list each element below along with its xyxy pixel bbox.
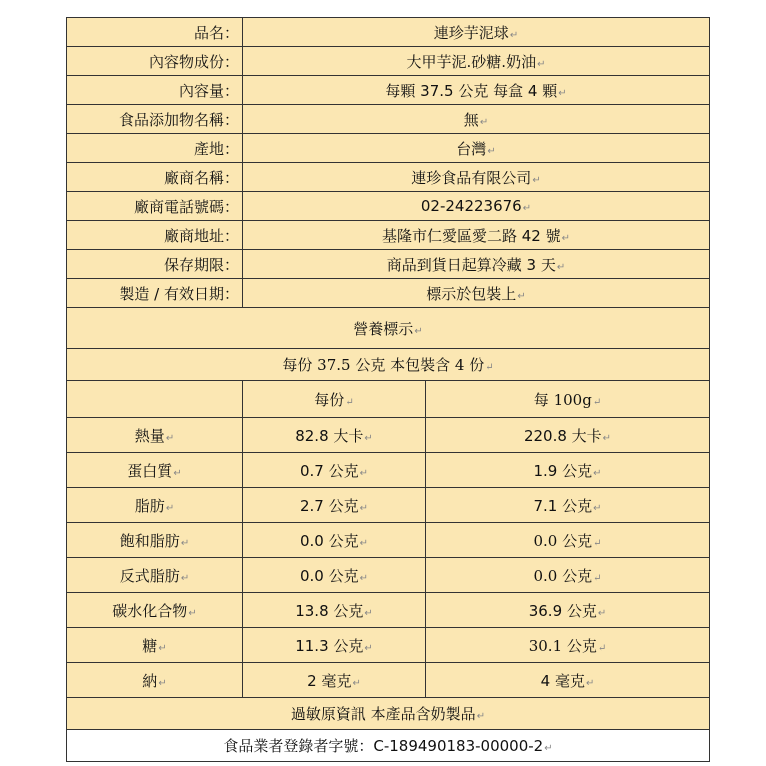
info-key: 產地： — [67, 134, 243, 163]
info-row — [67, 47, 710, 76]
info-value: 台灣↵ — [243, 134, 710, 163]
nutrient-name: 熱量↵ — [67, 418, 243, 453]
info-row — [67, 163, 710, 192]
nutrient-per-100g: 220.8 大卡↵ — [426, 418, 710, 453]
nutrient-name: 納↵ — [67, 663, 243, 698]
info-key: 食品添加物名稱： — [67, 105, 243, 134]
nutrition-column-header — [67, 381, 710, 418]
info-value: 大甲芋泥.砂糖.奶油↵ — [243, 47, 710, 76]
column-header-blank — [67, 381, 243, 418]
info-key: 保存期限： — [67, 250, 243, 279]
nutrient-per-100g: 0.0 公克↵ — [426, 523, 710, 558]
allergen-info: 過敏原資訊 本產品含奶製品↵ — [67, 698, 710, 730]
nutrition-row — [67, 453, 710, 488]
nutrition-row — [67, 418, 710, 453]
info-row — [67, 192, 710, 221]
info-key: 內容物成份： — [67, 47, 243, 76]
registration-number: 食品業者登錄者字號：C-189490183-00000-2↵ — [67, 730, 710, 762]
nutrition-title: 營養標示↵ — [67, 308, 710, 349]
nutrient-per-100g: 0.0 公克↵ — [426, 558, 710, 593]
nutrient-per-serving: 0.0 公克↵ — [243, 558, 426, 593]
info-row — [67, 18, 710, 47]
nutrient-name: 碳水化合物↵ — [67, 593, 243, 628]
label-body — [67, 18, 710, 762]
nutrient-per-100g: 4 毫克↵ — [426, 663, 710, 698]
nutrient-per-100g: 1.9 公克↵ — [426, 453, 710, 488]
nutrition-row — [67, 558, 710, 593]
nutrition-row — [67, 593, 710, 628]
column-header-per-serving: 每份↵ — [243, 381, 426, 418]
info-row — [67, 250, 710, 279]
nutrition-row — [67, 663, 710, 698]
product-label-table — [66, 17, 710, 762]
info-key: 製造 / 有效日期： — [67, 279, 243, 308]
nutrient-per-serving: 0.7 公克↵ — [243, 453, 426, 488]
info-key: 廠商地址： — [67, 221, 243, 250]
info-value: 標示於包裝上↵ — [243, 279, 710, 308]
nutrient-name: 蛋白質↵ — [67, 453, 243, 488]
column-header-per-100g: 每 100g↵ — [426, 381, 710, 418]
info-row — [67, 76, 710, 105]
info-value: 每顆 37.5 公克 每盒 4 顆↵ — [243, 76, 710, 105]
serving-info: 每份 37.5 公克 本包裝含 4 份↵ — [67, 349, 710, 381]
nutrient-name: 糖↵ — [67, 628, 243, 663]
nutrient-per-100g: 36.9 公克↵ — [426, 593, 710, 628]
nutrient-per-100g: 7.1 公克↵ — [426, 488, 710, 523]
nutrient-name: 脂肪↵ — [67, 488, 243, 523]
nutrition-row — [67, 628, 710, 663]
nutrient-per-serving: 82.8 大卡↵ — [243, 418, 426, 453]
nutrient-name: 飽和脂肪↵ — [67, 523, 243, 558]
info-value: 無↵ — [243, 105, 710, 134]
info-row — [67, 221, 710, 250]
info-value: 連珍食品有限公司↵ — [243, 163, 710, 192]
nutrition-row — [67, 523, 710, 558]
info-value: 連珍芋泥球↵ — [243, 18, 710, 47]
info-value: 基隆市仁愛區愛二路 42 號↵ — [243, 221, 710, 250]
nutrient-name: 反式脂肪↵ — [67, 558, 243, 593]
info-row — [67, 279, 710, 308]
info-key: 內容量： — [67, 76, 243, 105]
info-value: 02-24223676↵ — [243, 192, 710, 221]
nutrient-per-serving: 2.7 公克↵ — [243, 488, 426, 523]
registration-row — [67, 730, 710, 762]
info-key: 廠商電話號碼： — [67, 192, 243, 221]
info-row — [67, 105, 710, 134]
nutrient-per-serving: 13.8 公克↵ — [243, 593, 426, 628]
nutrient-per-serving: 0.0 公克↵ — [243, 523, 426, 558]
serving-row — [67, 349, 710, 381]
info-key: 品名： — [67, 18, 243, 47]
allergen-row — [67, 698, 710, 730]
nutrition-title-row — [67, 308, 710, 349]
nutrient-per-serving: 11.3 公克↵ — [243, 628, 426, 663]
nutrient-per-serving: 2 毫克↵ — [243, 663, 426, 698]
info-key: 廠商名稱： — [67, 163, 243, 192]
nutrient-per-100g: 30.1 公克↵ — [426, 628, 710, 663]
info-value: 商品到貨日起算冷藏 3 天↵ — [243, 250, 710, 279]
nutrition-row — [67, 488, 710, 523]
info-row — [67, 134, 710, 163]
